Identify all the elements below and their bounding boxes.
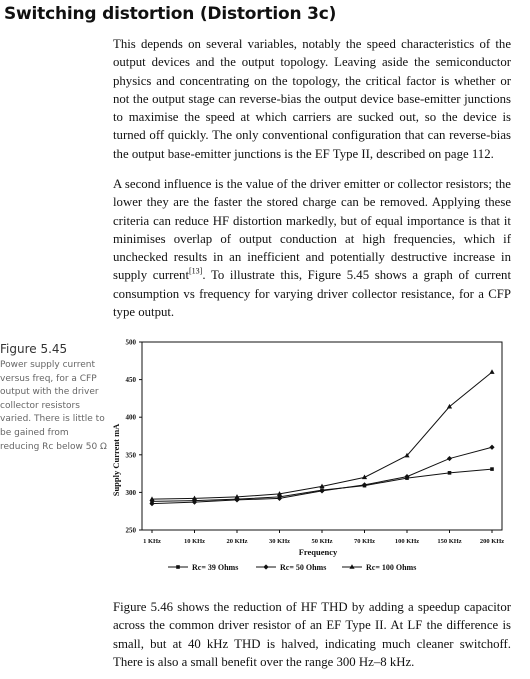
x-tick-label: 100 KHz [394, 538, 420, 545]
x-tick-label: 20 KHz [226, 538, 248, 545]
x-tick-label: 10 KHz [183, 538, 206, 545]
y-tick-label: 350 [125, 451, 136, 460]
data-point [362, 482, 367, 487]
data-point [448, 471, 452, 475]
x-axis-label: Frequency [298, 547, 338, 557]
series-line [152, 372, 492, 499]
series-line [152, 447, 492, 503]
paragraph-2-text: A second influence is the value of the driver emitter or collector resistors; the lower they are the faster the stored charge can be removed. Applying these criteria can reduce HF distortion markedly, but of equal importance is that it minimises overlap of output conduction at high frequencies, which if unchecked results in an inefficient and potentially destructive increase in supply current [113, 177, 511, 283]
data-point [447, 456, 452, 461]
legend-label: Rc= 50 Ohms [280, 563, 327, 572]
paragraph-2 [113, 175, 511, 321]
paragraph-1: This depends on several variables, notably the speed characteristics of the output devices and the output topology. Leaving aside the semiconductor physics and concentrating on the topology, the critical factor is whether or not the output stage can reverse-bias the output device base-emitter junctions to maximise the speed at which carriers are sucked out, so the device is turned off quickly. The only conventional configuration that can reverse-bias the output base-emitter junctions is the EF Type II, described on page 112. [113, 37, 511, 161]
figure-caption [0, 342, 108, 454]
data-point [489, 445, 494, 450]
chart-axes [139, 342, 502, 533]
y-tick-label: 300 [125, 488, 136, 497]
paragraph-3: Figure 5.46 shows the reduction of HF THD by adding a speedup capacitor across the common driver resistor of an EF Type II. At LF the difference is small, but at 40 kHz THD is halved, indicating much cleaner switchoff. There is also a small benefit over the range 300 Hz–8 kHz. [113, 600, 511, 669]
y-tick-label: 400 [125, 413, 136, 422]
data-point [319, 488, 324, 493]
x-tick-label: 150 KHz [437, 538, 462, 545]
x-tick-label: 200 KHz [479, 538, 505, 545]
data-point [263, 564, 268, 569]
y-tick-labels [126, 339, 137, 535]
chart-series [149, 369, 494, 506]
reference-marker: [13] [189, 267, 203, 277]
data-point [489, 369, 494, 374]
data-point [490, 467, 494, 471]
x-tick-label: 1 KHz [143, 538, 161, 545]
supply-current-chart [100, 330, 510, 580]
y-axis-label: Supply Current mA [111, 423, 121, 497]
figure-caption-text: Power supply current versus freq, for a CFP output with the driver collector resistors varied. There is little to be gained from reducing Rc below 50 Ω [0, 360, 107, 452]
section-heading: Switching distortion (Distortion 3c) [4, 4, 337, 24]
paragraph-2-text-end: . To illustrate this, Figure 5.45 shows a graph of current consumption vs frequency for varying driver collector resistance, for a CFP type output. [113, 268, 511, 320]
figure-title: Figure 5.45 [0, 342, 68, 356]
data-point [176, 565, 180, 569]
series-3 [149, 369, 494, 501]
y-tick-label: 500 [125, 338, 136, 347]
chart-legend [168, 563, 416, 572]
y-tick-label: 250 [125, 526, 136, 535]
legend-label: Rc= 39 Ohms [192, 563, 239, 572]
legend-label: Rc= 100 Ohms [366, 563, 417, 572]
x-tick-labels [143, 538, 504, 545]
x-tick-label: 50 KHz [311, 538, 333, 545]
x-tick-label: 70 KHz [353, 538, 376, 545]
y-tick-label: 450 [125, 376, 136, 385]
x-tick-label: 30 KHz [268, 538, 291, 545]
series-2 [149, 445, 494, 507]
